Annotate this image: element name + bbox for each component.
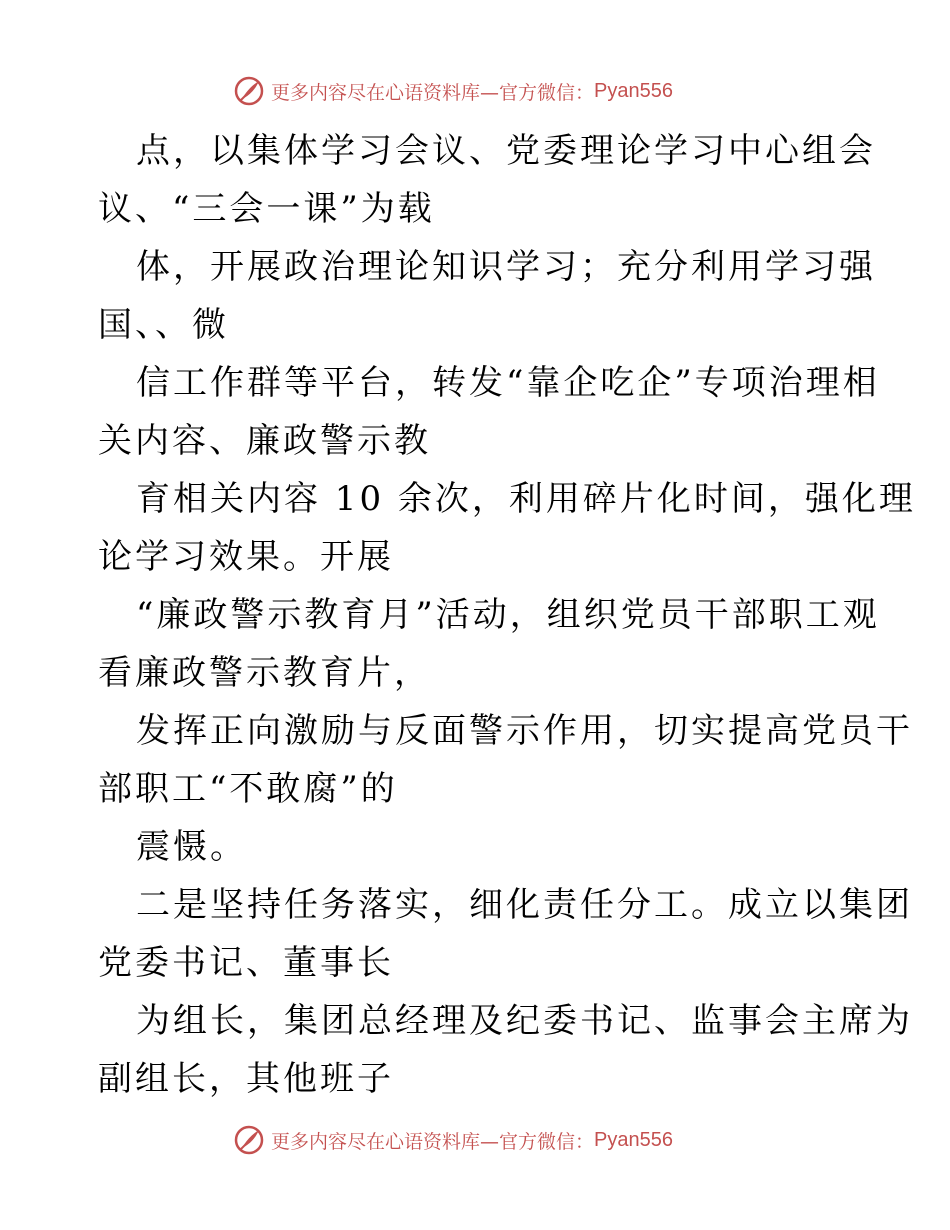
feather-logo-icon [233, 75, 265, 107]
text-line: 部职工“不敢腐”的 [98, 769, 398, 809]
feather-logo-icon [233, 1124, 265, 1156]
text-line: 国、、微 [98, 305, 229, 345]
text-line: 看廉政警示教育片， [98, 653, 431, 693]
text-line: 育相关内容 10 余次，利用碎片化时间，强化理 [136, 479, 916, 519]
document-body [98, 122, 916, 1108]
text-line: 震慑。 [136, 827, 247, 867]
watermark-text: 更多内容尽在心语资料库—官方微信： [271, 81, 595, 104]
text-line: 二是坚持任务落实，细化责任分工。成立以集团 [136, 885, 913, 925]
footer-watermark [233, 1123, 673, 1157]
watermark-text: 更多内容尽在心语资料库—官方微信： [271, 1130, 595, 1153]
text-line: 为组长，集团总经理及纪委书记、监事会主席为 [136, 1001, 913, 1041]
text-line: 发挥正向激励与反面警示作用，切实提高党员干 [136, 711, 913, 751]
watermark-wechat-id: Pyan556 [594, 1128, 673, 1151]
text-line: 党委书记、董事长 [98, 943, 394, 983]
text-line: 副组长，其他班子 [98, 1059, 394, 1099]
text-line: 信工作群等平台，转发“靠企吃企”专项治理相 [136, 363, 880, 403]
text-line: 关内容、廉政警示教 [98, 421, 431, 461]
text-line: 点，以集体学习会议、党委理论学习中心组会 [136, 131, 876, 171]
header-watermark [233, 74, 673, 108]
watermark-wechat-id: Pyan556 [594, 79, 673, 102]
text-line: 议、“三会一课”为载 [98, 189, 435, 229]
text-line: “廉政警示教育月”活动，组织党员干部职工观 [136, 595, 880, 635]
text-line: 体，开展政治理论知识学习；充分利用学习强 [136, 247, 876, 287]
text-line: 论学习效果。开展 [98, 537, 394, 577]
